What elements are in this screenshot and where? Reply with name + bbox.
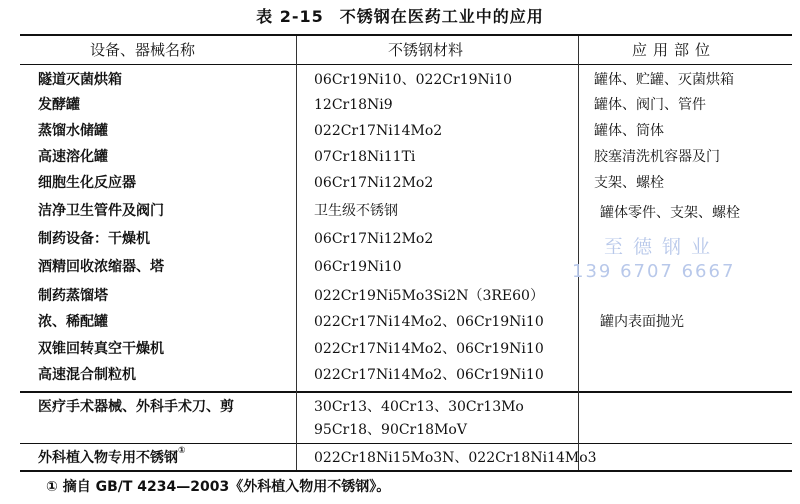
row-5-equipment: 细胞生化反应器 (38, 175, 136, 191)
row-5-application: 支架、螺栓 (594, 175, 664, 191)
row-1-equipment: 隧道灭菌烘箱 (38, 72, 122, 88)
row-3-material: 022Cr17Ni14Mo2 (314, 123, 443, 139)
row-10-equipment: 浓、稀配罐 (38, 314, 108, 330)
row-4-application: 胶塞清洗机容器及门 (594, 149, 720, 165)
row-6-equipment: 洁净卫生管件及阀门 (38, 203, 164, 219)
row-1-application: 罐体、贮罐、灭菌烘箱 (594, 72, 734, 88)
table-caption: 不锈钢在医药工业中的应用 (339, 7, 544, 26)
row-6-material: 卫生级不锈钢 (314, 203, 398, 219)
row-2-equipment: 发酵罐 (38, 97, 80, 113)
header-equipment: 设备、器械名称 (90, 41, 196, 59)
footnote-marker: ① (178, 446, 186, 456)
group-rule-1 (20, 391, 792, 393)
row-9-material: 022Cr19Ni5Mo3Si2N（3RE60） (314, 288, 544, 304)
row-2-application: 罐体、阀门、管件 (594, 97, 706, 113)
column-divider-2 (578, 36, 579, 470)
row-6-application: 罐体零件、支架、螺栓 (600, 205, 740, 221)
header-rule (20, 64, 792, 65)
row-3-application: 罐体、筒体 (594, 123, 664, 139)
row-10-material: 022Cr17Ni14Mo2、06Cr19Ni10 (314, 314, 544, 330)
row-11-equipment: 双锥回转真空干燥机 (38, 341, 164, 357)
row-3-equipment: 蒸馏水储罐 (38, 123, 108, 139)
row-13-material: 30Cr13、40Cr13、30Cr13Mo (314, 399, 524, 415)
row-11-material: 022Cr17Ni14Mo2、06Cr19Ni10 (314, 341, 544, 357)
row-8-material: 06Cr19Ni10 (314, 259, 402, 275)
table-title (0, 4, 800, 27)
header-application: 应用部位 (632, 41, 717, 59)
row-12-material: 022Cr17Ni14Mo2、06Cr19Ni10 (314, 367, 544, 383)
row-14-equipment (38, 446, 186, 471)
row-13-equipment: 医疗手术器械、外科手术刀、剪 (38, 399, 234, 415)
watermark-phone: 139 6707 6667 (572, 261, 736, 282)
row-5-material: 06Cr17Ni12Mo2 (314, 175, 434, 191)
table-number: 表 2-15 (256, 7, 324, 26)
row-4-material: 07Cr18Ni11Ti (314, 149, 416, 165)
group-rule-2 (20, 443, 792, 444)
row-2-material: 12Cr18Ni9 (314, 97, 393, 113)
row-14-equipment-text: 外科植入物专用不锈钢 (38, 450, 178, 466)
watermark-company: 至德钢业 (604, 236, 721, 258)
row-10-application: 罐内表面抛光 (600, 314, 684, 330)
row-14-material: 022Cr18Ni15Mo3N、022Cr18Ni14Mo3 (314, 450, 597, 466)
row-8-equipment: 酒精回收浓缩器、塔 (38, 259, 164, 275)
row-13-material-line2: 95Cr18、90Cr18MoV (314, 422, 467, 438)
header-material: 不锈钢材料 (388, 41, 464, 59)
row-4-equipment: 高速溶化罐 (38, 149, 108, 165)
column-divider-1 (296, 36, 297, 470)
row-1-material: 06Cr19Ni10、022Cr19Ni10 (314, 72, 513, 88)
footnote: ① 摘自 GB/T 4234—2003《外科植入物用不锈钢》。 (46, 479, 391, 495)
row-7-equipment: 制药设备：干燥机 (38, 231, 150, 247)
top-rule (20, 34, 792, 36)
row-7-material: 06Cr17Ni12Mo2 (314, 231, 434, 247)
row-12-equipment: 高速混合制粒机 (38, 367, 136, 383)
row-9-equipment: 制药蒸馏塔 (38, 288, 108, 304)
